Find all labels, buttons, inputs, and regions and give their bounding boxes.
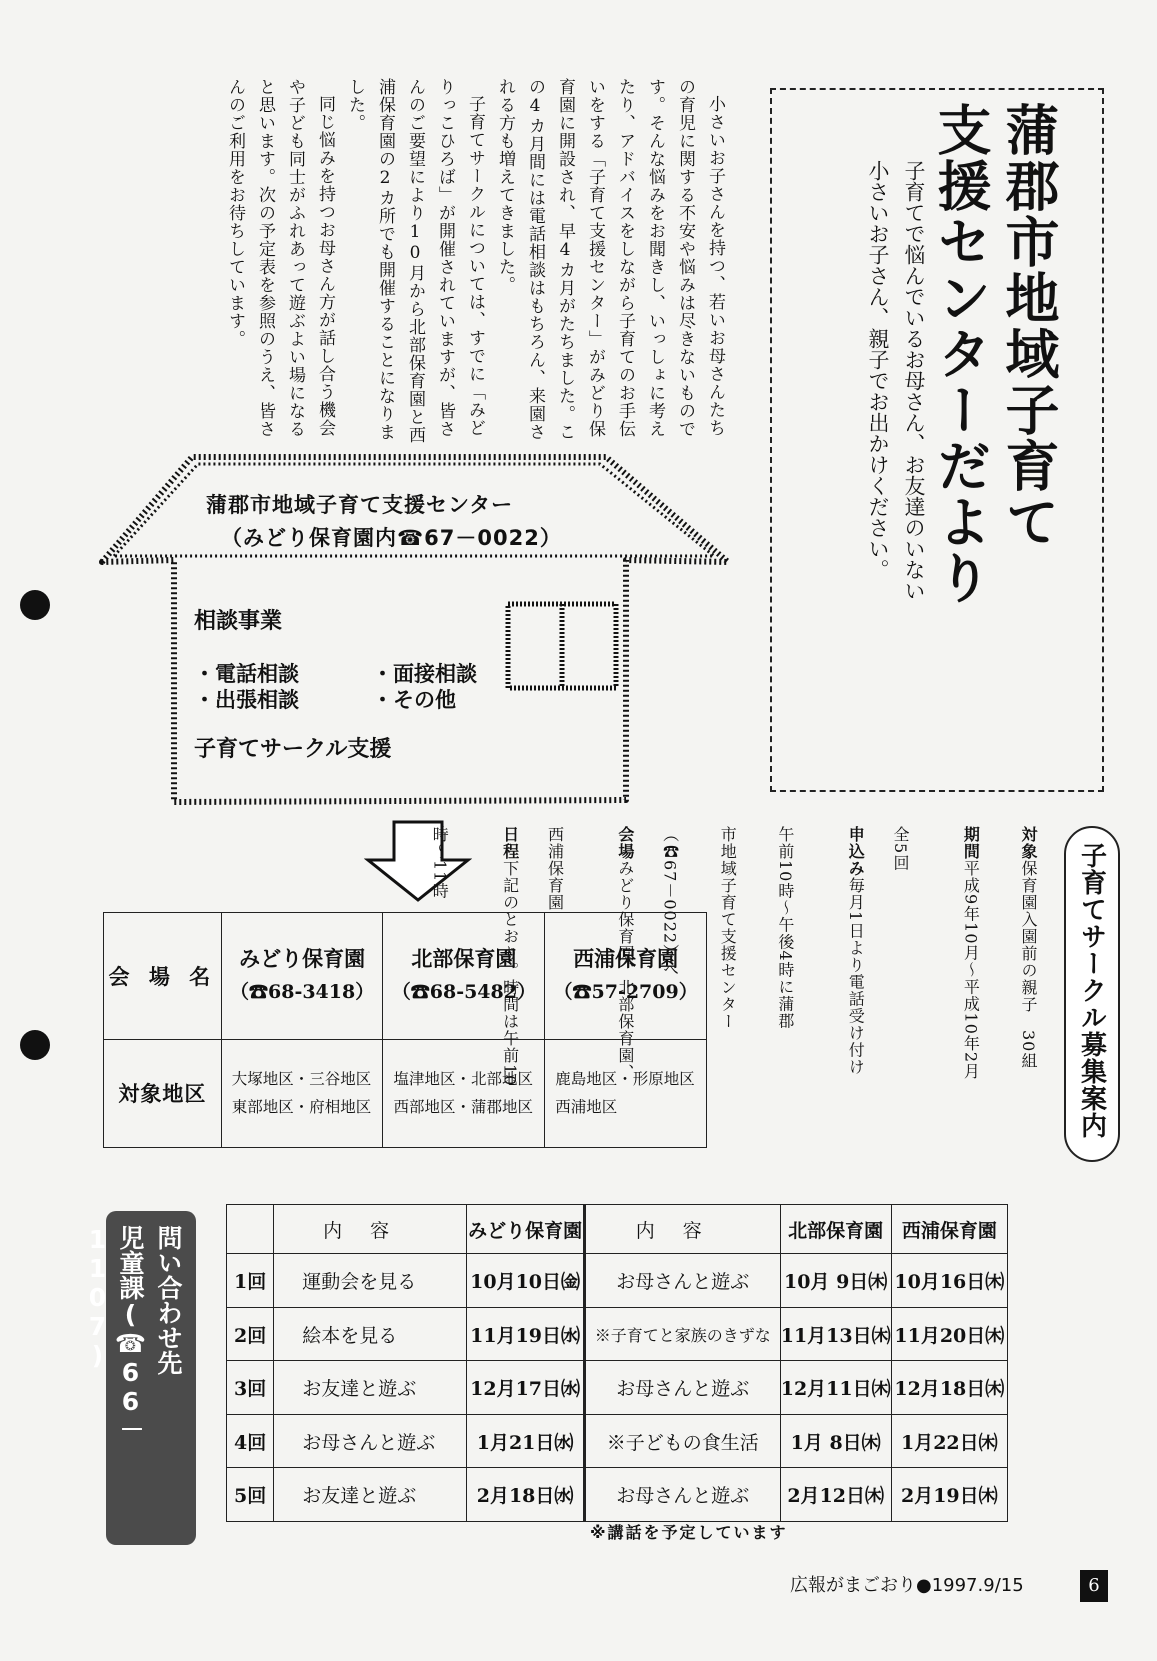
recruit-text: 毎月1日より電話受け付け [846, 877, 866, 1076]
schedule-note: ※講話を予定しています [590, 1523, 788, 1542]
header-content-2: 内容 [584, 1205, 780, 1254]
content-hokubu-nishiura: お母さんと遊ぶ [584, 1254, 780, 1308]
area-label: 対象地区 [104, 1039, 222, 1147]
content-midori: 絵本を見る [274, 1307, 467, 1361]
consult-title: 相談事業 [194, 609, 283, 634]
content-midori: お母さんと遊ぶ [274, 1414, 467, 1468]
inquiry-box [83, 1211, 196, 1545]
service-phone: ・電話相談 [194, 662, 299, 686]
table-row [227, 1414, 1008, 1468]
area-line: 東部地区・府相地区 [231, 1098, 372, 1117]
row-num: 5回 [227, 1468, 274, 1522]
service-visit: ・出張相談 [194, 688, 299, 712]
header-content-1: 内容 [274, 1205, 467, 1254]
recruit-text: 下記のとおり。時間は午前10 [500, 860, 520, 1087]
date-midori: 1月21日㈬ [467, 1414, 585, 1468]
date-nishiura: 12月18日㈭ [891, 1361, 1007, 1415]
schedule-table [226, 1204, 1008, 1522]
center-name: 蒲郡市地域子育て支援センター [206, 493, 514, 517]
intro-text [80, 78, 730, 448]
area-line: 大塚地区・三谷地区 [231, 1070, 372, 1089]
area-line: 西浦地区 [555, 1098, 618, 1117]
header-num [227, 1205, 274, 1254]
recruit-item [468, 826, 526, 1156]
service-interview: ・面接相談 [372, 662, 477, 686]
header-nishiura: 西浦保育園 [891, 1205, 1007, 1254]
area-line: 塩津地区・北部地区 [393, 1070, 533, 1089]
date-nishiura: 1月22日㈭ [891, 1414, 1007, 1468]
recruit-label: 会場 [615, 826, 635, 860]
content-hokubu-nishiura: ※子育てと家族のきずな [584, 1307, 780, 1361]
date-midori: 12月17日㈬ [467, 1361, 585, 1415]
house-illustration [96, 452, 736, 812]
date-hokubu: 1月 8日㈭ [780, 1414, 891, 1468]
center-contact: （みどり保育園内☎67－0022） [221, 526, 562, 550]
recruit-text: 西浦保育園 [545, 826, 565, 911]
punch-hole-bottom [20, 1030, 50, 1060]
page-title [926, 102, 1062, 782]
venue-name: みどり保育園 [239, 945, 366, 971]
row-num: 1回 [227, 1254, 274, 1308]
content-hokubu-nishiura: ※子どもの食生活 [584, 1414, 780, 1468]
date-midori: 11月19日㈬ [467, 1307, 585, 1361]
recruit-text: 市地域子育て支援センター [718, 826, 738, 1030]
content-midori: お友達と遊ぶ [274, 1361, 467, 1415]
row-num: 4回 [227, 1414, 274, 1468]
recruit-item [986, 826, 1044, 1156]
date-nishiura: 2月19日㈭ [891, 1468, 1007, 1522]
recruit-label: 期間 [961, 826, 981, 860]
recruit-heading-box [1064, 826, 1120, 1162]
table-row [227, 1468, 1008, 1522]
venue-name: 北部保育園 [411, 945, 517, 971]
row-num: 2回 [227, 1307, 274, 1361]
title-subtitle [860, 160, 932, 720]
subtitle-line-1: 子育てで悩んでいるお母さん、お友達のいない [902, 160, 926, 601]
recruit-text: 平成9年10月～平成10年2月 [961, 860, 981, 1081]
circle-support: 子育てサークル支援 [194, 737, 392, 762]
area-line: 鹿島地区・形原地区 [555, 1070, 695, 1089]
row-num: 3回 [227, 1361, 274, 1415]
date-hokubu: 2月12日㈭ [780, 1468, 891, 1522]
area-line: 西部地区・蒲郡地区 [393, 1098, 533, 1117]
date-midori: 10月10日㈮ [467, 1254, 585, 1308]
area-midori [221, 1039, 383, 1147]
title-line-1: 蒲郡市地域子育て [997, 102, 1060, 550]
punch-hole-top [20, 590, 50, 620]
content-midori: 運動会を見る [274, 1254, 467, 1308]
recruit-text: （☎67－0022）へ [660, 826, 680, 979]
schedule-header-row [227, 1205, 1008, 1254]
date-hokubu: 11月13日㈭ [780, 1307, 891, 1361]
footer-publication: 広報がまごおり●1997.9/15 [790, 1575, 1024, 1596]
table-row [227, 1361, 1008, 1415]
recruit-item [814, 826, 872, 1156]
intro-paragraph-1: 小さいお子さんを持つ、若いお母さんたちの育児に関する不安や悩みは尽きないものです。そんな悩みをお聞きし、いっしょに考えたり、アドバイスをしながら子育てのお手伝いをする「子育て支援センター」がみどり保育園に開設され、早4カ月がたちました。この4カ月間には電話相談はもちろん、来園される方も増えてきました。 [495, 78, 725, 441]
intro-paragraph-3: 同じ悩みを持つお母さん方が話し合う機会や子ども同士がふれあって遊ぶよい場になると思います。次の予定表を参照のうえ、皆さんのご利用をお待ちしています。 [225, 78, 335, 438]
page-number: 6 [1080, 1570, 1108, 1602]
recruit-item [929, 826, 987, 1156]
recruit-item [641, 826, 699, 1156]
recruit-item [756, 826, 814, 1156]
inquiry-label: 問い合わせ先 [154, 1225, 183, 1375]
recruit-item [698, 826, 756, 1156]
header-midori: みどり保育園 [467, 1205, 585, 1254]
recruit-label: 対象 [1019, 826, 1038, 860]
content-hokubu-nishiura: お母さんと遊ぶ [584, 1361, 780, 1415]
date-nishiura: 11月20日㈭ [891, 1307, 1007, 1361]
recruit-text: 午前10時～午後4時に蒲郡 [775, 826, 795, 1030]
venue-tel: （☎57-2709） [553, 980, 698, 1003]
date-midori: 2月18日㈬ [467, 1468, 585, 1522]
title-box [770, 88, 1104, 792]
header-hokubu: 北部保育園 [780, 1205, 891, 1254]
recruit-item [410, 826, 468, 1156]
date-hokubu: 10月 9日㈭ [780, 1254, 891, 1308]
subtitle-line-2: 小さいお子さん、親子でお出かけください。 [866, 160, 890, 580]
inquiry-contact: 児童課(☎66－1107) [83, 1225, 145, 1441]
recruit-text: みどり保育園、北部保育園、 [615, 860, 635, 1081]
date-nishiura: 10月16日㈭ [891, 1254, 1007, 1308]
recruit-heading: 子育てサークル募集案内 [1076, 842, 1107, 1139]
table-row [227, 1254, 1008, 1308]
title-line-2: 支援センターだより [929, 102, 992, 606]
venue-tel: （☎68-3418） [230, 980, 375, 1003]
content-midori: お友達と遊ぶ [274, 1468, 467, 1522]
service-other: ・その他 [372, 688, 456, 712]
venue-name: 西浦保育園 [573, 945, 679, 971]
intro-paragraph-2: 子育てサークルについては、すでに「みどりっこひろば」が開催されていますが、皆さんのご要望により10月から北部保育園と西浦保育園の2カ所でも開催することになりました。 [345, 78, 485, 444]
recruit-item [583, 826, 641, 1156]
venue-tel: （☎68-5482） [391, 980, 536, 1003]
date-hokubu: 12月11日㈭ [780, 1361, 891, 1415]
recruit-label: 日程 [500, 826, 520, 860]
content-hokubu-nishiura: お母さんと遊ぶ [584, 1468, 780, 1522]
recruit-text: 全5回 [891, 826, 911, 872]
table-row [227, 1307, 1008, 1361]
recruit-item [871, 826, 929, 1156]
recruit-label: 申込み [846, 826, 866, 877]
venue-midori [221, 913, 383, 1040]
recruit-text: 保育園入園前の親子 30組 [1019, 860, 1038, 1070]
venue-label: 会 場 名 [104, 913, 222, 1040]
recruit-text: 時～11時 [430, 826, 450, 900]
recruit-item [526, 826, 584, 1156]
